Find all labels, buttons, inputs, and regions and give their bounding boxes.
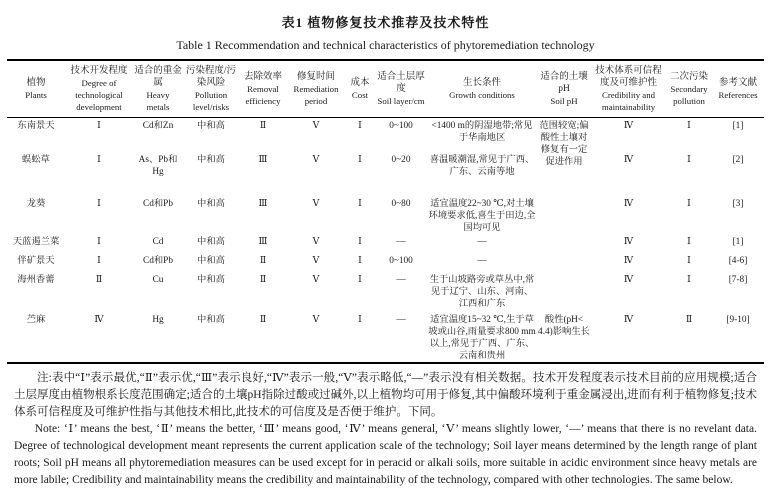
table-row xyxy=(7,272,764,312)
cell-soil-layer: 0~100 xyxy=(389,256,413,266)
col-header-period-zh: 修复时间 xyxy=(296,72,335,82)
table-row xyxy=(7,118,764,153)
col-header-soil-ph-zh: 适合的土壤pH xyxy=(540,72,588,94)
cell-degree: Ⅱ xyxy=(95,275,103,285)
cell-degree: Ⅰ xyxy=(97,199,101,209)
cell-references: [9-10] xyxy=(726,315,750,325)
col-header-growth xyxy=(427,60,537,118)
cell-soil-ph: 酸性(pH< 4.4)影响生长 xyxy=(538,315,590,337)
col-header-secondary-zh: 二次污染 xyxy=(669,72,708,82)
cell-references: [4-6] xyxy=(728,256,748,266)
col-header-credibility-zh: 技术体系可信程度及可维护性 xyxy=(595,66,662,88)
col-header-removal xyxy=(239,60,287,118)
col-header-cost xyxy=(345,60,375,118)
col-header-plants-en: Plants xyxy=(25,90,47,100)
col-header-references-zh: 参考文献 xyxy=(718,78,757,88)
col-header-metals xyxy=(133,60,183,118)
col-header-pollution-zh: 污染程度/污染风险 xyxy=(185,66,237,88)
cell-references: [1] xyxy=(732,121,744,131)
cell-removal: Ⅱ xyxy=(259,121,267,131)
table-row xyxy=(7,253,764,272)
cell-credibility: Ⅳ xyxy=(623,256,634,266)
cell-credibility: Ⅳ xyxy=(623,315,634,325)
col-header-secondary xyxy=(666,60,712,118)
col-header-degree-en: Degree of technological development xyxy=(75,78,123,112)
cell-credibility: Ⅳ xyxy=(623,237,634,247)
cell-cost: Ⅰ xyxy=(358,256,362,266)
cell-removal: Ⅲ xyxy=(258,199,268,209)
cell-cost: Ⅰ xyxy=(358,121,362,131)
note-zh: 注:表中“Ⅰ”表示最优,“Ⅱ”表示优,“Ⅲ”表示良好,“Ⅳ”表示一般,“Ⅴ”表示略低,“—”表示没有相关数据。技术开发程度表示技术目前的应用规模;适合土层厚度由植物根系长度范围确定;适合的土壤pH指除过酸或过碱外,以上植物均可用于修复,其中偏酸环境利于重金属浸出,进而有利于植物修复;技术体系可信程度及可维护性指与其他技术相比,此技术的可信度及是否便于维护。下同。 xyxy=(14,372,757,418)
col-header-metals-zh: 适合的重金属 xyxy=(134,66,182,88)
cell-cost: Ⅰ xyxy=(358,275,362,285)
cell-pollution: 中和高 xyxy=(197,199,225,209)
cell-credibility: Ⅳ xyxy=(623,121,634,131)
table-row xyxy=(7,152,764,196)
col-header-secondary-en: Secondary pollution xyxy=(670,84,708,106)
cell-references: [7-8] xyxy=(728,275,748,285)
col-header-growth-zh: 生长条件 xyxy=(462,78,501,88)
col-header-plants-zh: 植物 xyxy=(26,78,46,88)
cell-soil-layer: 0~20 xyxy=(391,155,411,165)
col-header-plants xyxy=(7,60,65,118)
col-header-pollution xyxy=(183,60,239,118)
col-header-degree-zh: 技术开发程度 xyxy=(70,66,128,76)
col-header-soil-layer xyxy=(375,60,427,118)
cell-pollution: 中和高 xyxy=(197,315,225,325)
col-header-cost-en: Cost xyxy=(351,90,369,100)
col-header-soil-layer-en: Soil layer/cm xyxy=(377,96,425,106)
cell-removal: Ⅲ xyxy=(258,155,268,165)
cell-period: Ⅴ xyxy=(312,199,320,209)
cell-pollution: 中和高 xyxy=(197,237,225,247)
cell-soil-ph: 范围较宽;偏酸性土壤对修复有一定促进作用 xyxy=(539,121,589,167)
cell-soil-layer: 0~80 xyxy=(391,199,411,209)
cell-period: Ⅴ xyxy=(312,155,320,165)
cell-soil-layer: — xyxy=(396,315,406,325)
table-title-zh: 表1 植物修复技术推荐及技术特性 xyxy=(281,15,490,30)
cell-cost: Ⅰ xyxy=(358,155,362,165)
cell-pollution: 中和高 xyxy=(197,155,225,165)
table-notes xyxy=(14,370,757,489)
cell-credibility: Ⅳ xyxy=(623,155,634,165)
cell-soil-layer: — xyxy=(396,275,406,285)
cell-period: Ⅴ xyxy=(312,315,320,325)
cell-plant: 苎麻 xyxy=(26,315,46,325)
cell-soil-layer: — xyxy=(396,237,406,247)
cell-period: Ⅴ xyxy=(312,256,320,266)
col-header-soil-ph xyxy=(537,60,591,118)
table-header xyxy=(7,60,764,118)
cell-period: Ⅴ xyxy=(312,237,320,247)
cell-soil-ph xyxy=(537,253,591,272)
col-header-removal-en: Removal efficiency xyxy=(245,84,281,106)
cell-growth: — xyxy=(477,256,487,266)
cell-references: [2] xyxy=(732,155,744,165)
cell-degree: Ⅳ xyxy=(94,315,104,325)
col-header-soil-ph-en: Soil pH xyxy=(550,96,578,106)
cell-metals: Cu xyxy=(152,275,164,285)
cell-secondary: Ⅰ xyxy=(687,199,691,209)
cell-degree: Ⅰ xyxy=(97,256,101,266)
col-header-soil-layer-zh: 适合土层厚度 xyxy=(377,72,425,94)
cell-removal: Ⅲ xyxy=(258,237,268,247)
header-row xyxy=(7,60,764,118)
cell-credibility: Ⅳ xyxy=(623,199,634,209)
cell-period: Ⅴ xyxy=(312,121,320,131)
cell-secondary: Ⅰ xyxy=(687,121,691,131)
cell-growth: 喜温暖潮湿,常见于广西、广东、云南等地 xyxy=(429,155,535,177)
cell-references: [1] xyxy=(732,237,744,247)
cell-metals: Cd和Pb xyxy=(143,199,173,209)
note-en: Note: ‘Ⅰ’ means the best, ‘Ⅱ’ means the better, ‘Ⅲ’ means good, ‘Ⅳ’ means general, ‘Ⅴ’ means slightly lower, ‘—’ means that there is no revelant data. Degree of technological development meant represents the current application scale of the technology; Soil layer means determined by the length range of plant roots; Soil pH means all phytoremediation measures can be used except for in peracid or alkali soils, more suitable in acidic environment since heavy metals are more labile; Credibility and maintainability means the credibility and maintainability of the technology, compared with other technologies. The same below. xyxy=(14,423,757,486)
cell-metals: Cd和Pb xyxy=(143,256,173,266)
cell-degree: Ⅰ xyxy=(97,237,101,247)
cell-pollution: 中和高 xyxy=(197,121,225,131)
col-header-credibility xyxy=(591,60,666,118)
cell-removal: Ⅱ xyxy=(259,315,267,325)
col-header-references xyxy=(712,60,764,118)
col-header-cost-zh: 成本 xyxy=(350,78,370,88)
col-header-period-en: Remediation period xyxy=(293,84,339,106)
cell-plant: 东南景天 xyxy=(17,121,55,131)
cell-plant: 蜈蚣草 xyxy=(22,155,50,165)
cell-soil-ph xyxy=(537,272,591,312)
cell-plant: 龙葵 xyxy=(26,199,46,209)
cell-plant: 天蓝遏兰菜 xyxy=(12,237,60,247)
cell-cost: Ⅰ xyxy=(358,199,362,209)
cell-metals: Cd xyxy=(152,237,164,247)
cell-growth: — xyxy=(477,237,487,247)
cell-metals: Hg xyxy=(152,315,164,325)
col-header-references-en: References xyxy=(718,90,758,100)
col-header-degree xyxy=(65,60,133,118)
cell-growth: 生于山坡路旁或草丛中,常见于辽宁、山东、河南、江西和广东 xyxy=(429,275,535,309)
col-header-pollution-en: Pollution level/risks xyxy=(192,90,230,112)
table-body xyxy=(7,118,764,364)
cell-degree: Ⅰ xyxy=(97,121,101,131)
table-row xyxy=(7,234,764,253)
cell-soil-ph xyxy=(537,234,591,253)
cell-soil-ph xyxy=(537,196,591,234)
cell-secondary: Ⅰ xyxy=(687,256,691,266)
cell-metals: As、Pb和Hg xyxy=(138,155,178,177)
col-header-metals-en: Heavy metals xyxy=(146,90,170,112)
cell-removal: Ⅱ xyxy=(259,256,267,266)
cell-period: Ⅴ xyxy=(312,275,320,285)
cell-metals: Cd和Zn xyxy=(142,121,174,131)
cell-soil-layer: 0~100 xyxy=(389,121,413,131)
cell-cost: Ⅰ xyxy=(358,315,362,325)
cell-pollution: 中和高 xyxy=(197,275,225,285)
cell-pollution: 中和高 xyxy=(197,256,225,266)
cell-degree: Ⅰ xyxy=(97,155,101,165)
cell-plant: 伴矿景天 xyxy=(17,256,55,266)
table-title-en: Table 1 Recommendation and technical characteristics of phytoremediation technology xyxy=(176,38,595,52)
cell-references: [3] xyxy=(732,199,744,209)
cell-secondary: Ⅰ xyxy=(687,155,691,165)
cell-secondary: Ⅱ xyxy=(685,315,693,325)
col-header-period xyxy=(287,60,345,118)
cell-secondary: Ⅰ xyxy=(687,275,691,285)
col-header-growth-en: Growth conditions xyxy=(449,90,515,100)
cell-growth: <1400 m的阴湿地带;常见于华南地区 xyxy=(431,121,533,143)
col-header-credibility-en: Credibility and maintainability xyxy=(601,90,656,112)
cell-removal: Ⅱ xyxy=(259,275,267,285)
col-header-removal-zh: 去除效率 xyxy=(243,72,282,82)
cell-plant: 海州香薷 xyxy=(17,275,55,285)
cell-growth: 适宜温度22~30 ℃,对土壤环境要求低,喜生于田边,全国均可见 xyxy=(428,199,536,233)
cell-growth: 适宜温度15~32 ℃,生于草坡或山谷,雨量要求800 mm以上,常见于广西、广东、云南和贵州 xyxy=(428,315,536,361)
phytoremediation-table xyxy=(7,59,764,364)
cell-credibility: Ⅳ xyxy=(623,275,634,285)
cell-cost: Ⅰ xyxy=(358,237,362,247)
table-row xyxy=(7,196,764,234)
table-row xyxy=(7,312,764,363)
cell-secondary: Ⅰ xyxy=(687,237,691,247)
